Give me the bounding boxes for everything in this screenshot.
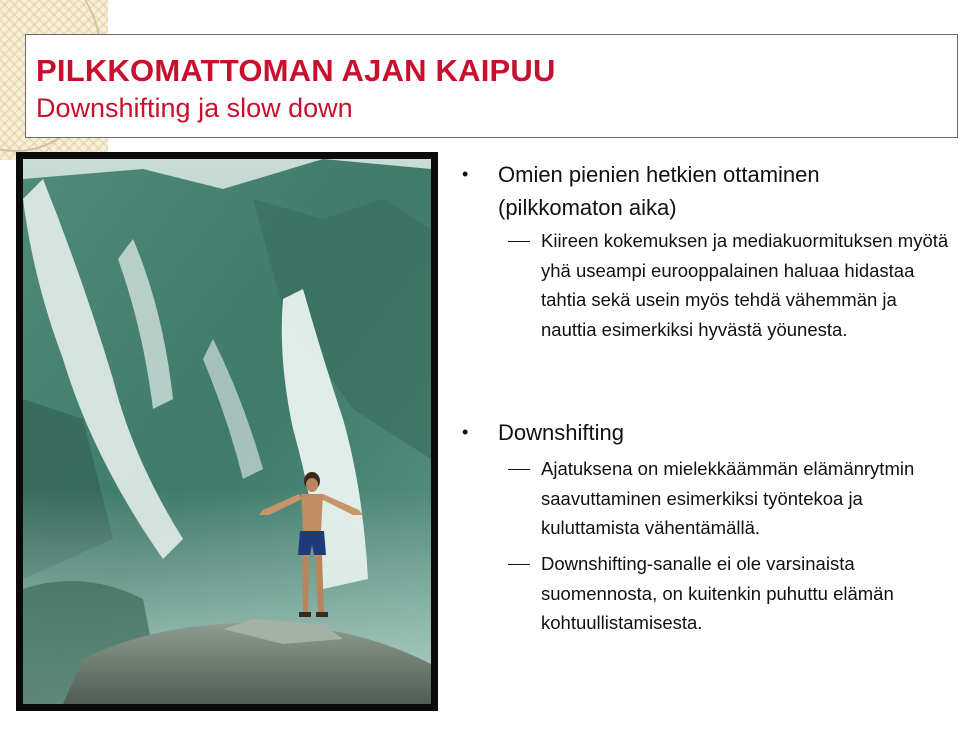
dash-icon bbox=[508, 469, 530, 470]
sub-bullet-text: Downshifting-sanalle ei ole varsinaista suomennosta, on kuitenkin puhuttu elämän kohtuullistamisesta. bbox=[541, 553, 894, 633]
waterfall-photo bbox=[16, 152, 438, 711]
title-box bbox=[25, 34, 958, 138]
sub-bullet-text: Kiireen kokemuksen ja mediakuormituksen myötä yhä useampi eurooppalainen haluaa hidastaa tahtia sekä usein myös tehdä vähemmän ja nauttia esimerkiksi hyvästä yöunesta. bbox=[541, 230, 949, 340]
slide-title: PILKKOMATTOMAN AJAN KAIPUU bbox=[36, 53, 556, 88]
bullet-text: Downshifting bbox=[498, 420, 624, 445]
sub-bullet-text: Ajatuksena on mielekkäämmän elämänrytmin saavuttaminen esimerkiksi työntekoa ja kuluttamista vähentämällä. bbox=[541, 458, 915, 538]
slide-subtitle: Downshifting ja slow down bbox=[36, 93, 353, 123]
bullet-text: Omien pienien hetkien ottaminen (pilkkomaton aika) bbox=[498, 162, 820, 220]
bullet-dot-icon: • bbox=[462, 422, 469, 442]
dash-icon bbox=[508, 241, 530, 242]
bullet-dot-icon: • bbox=[462, 164, 469, 184]
waterfall-man-photo-icon bbox=[23, 159, 431, 704]
dash-icon bbox=[508, 564, 530, 565]
